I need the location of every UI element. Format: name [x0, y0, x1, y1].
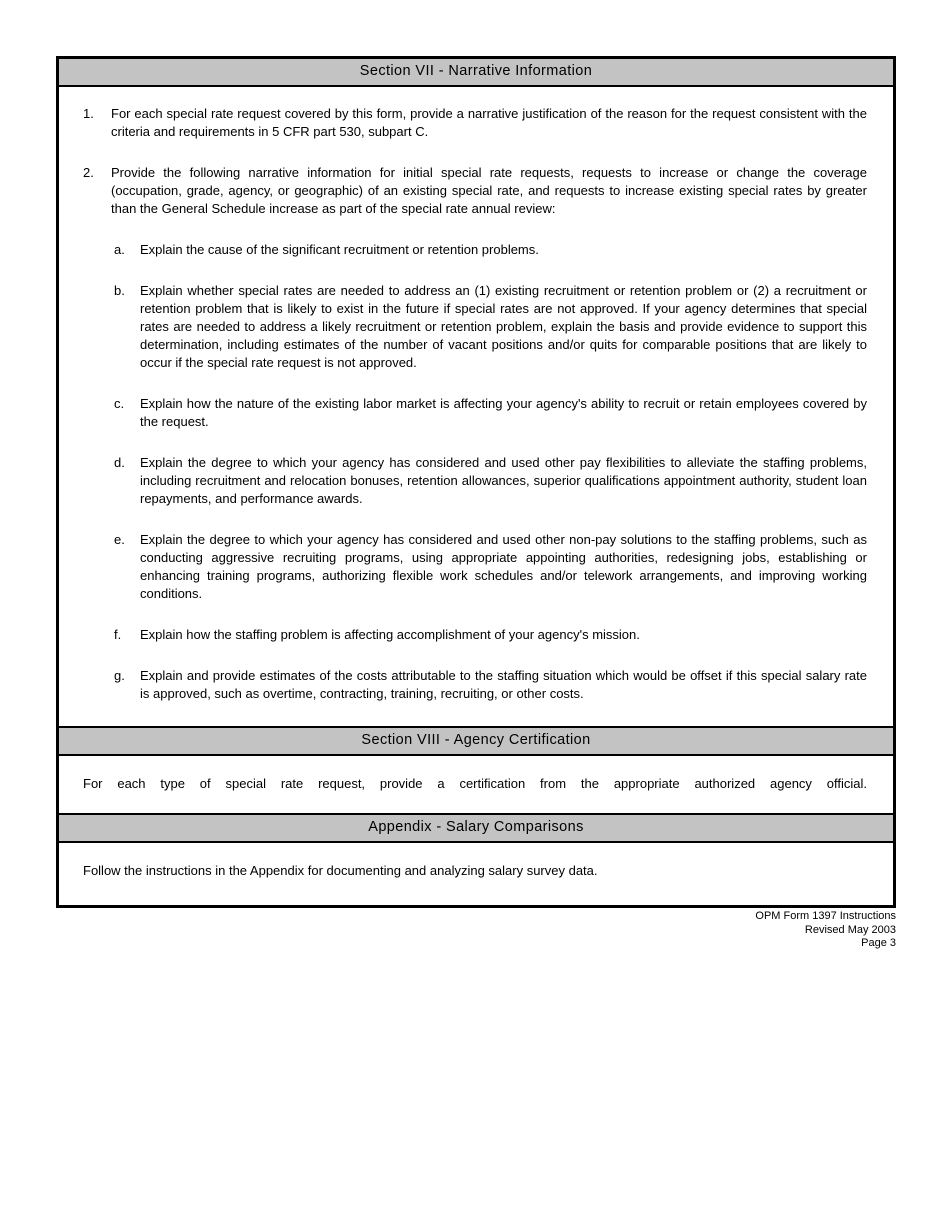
item-letter: c.: [114, 396, 125, 411]
section-viii-header-bar: [59, 726, 893, 756]
footer-page-number: Page 3: [861, 937, 896, 949]
item-text: Explain how the nature of the existing labor market is affecting your agency's ability to recruit or retain employees covered by the request.: [140, 396, 867, 429]
item-text: Explain the degree to which your agency has considered and used other non-pay solutions to the staffing problems, such as conducting aggressive recruiting programs, using appropriate appointing authorities, redesigning jobs, establishing or enhancing training programs, authorizing flexible work schedules and/or telework arrangements, and improving working conditions.: [140, 532, 867, 601]
footer-revision-date: Revised May 2003: [804, 923, 896, 936]
list-item-2: [83, 164, 867, 218]
list-item-2e: [114, 531, 867, 603]
form-instructions-box: [56, 56, 896, 908]
list-item-2g: [114, 667, 867, 703]
item-letter: b.: [114, 283, 125, 298]
appendix-body: [59, 843, 893, 905]
certification-text: For each type of special rate request, provide a certification from the appropriate authorized agency official.: [83, 776, 867, 791]
appendix-header-bar: [59, 813, 893, 843]
list-item-1: [83, 105, 867, 141]
section-viii-body: [59, 756, 893, 813]
item-text: Explain the cause of the significant recruitment or retention problems.: [140, 242, 539, 257]
section-vii-body: [59, 87, 893, 726]
item-text: Explain how the staffing problem is affecting accomplishment of your agency's mission.: [140, 627, 640, 642]
item-letter: f.: [114, 627, 122, 642]
item-letter: d.: [114, 455, 125, 470]
item-text: Explain and provide estimates of the costs attributable to the staffing situation which would be offset if this special salary rate is approved, such as overtime, contracting, training, recruiting, or other costs.: [140, 668, 867, 701]
item-letter: a.: [114, 242, 125, 257]
list-item-2d: [114, 454, 867, 508]
item-text: For each special rate request covered by this form, provide a narrative justification of the reason for the request consistent with the criteria and requirements in 5 CFR part 530, subpart C.: [111, 106, 867, 139]
item-text: Explain the degree to which your agency has considered and used other pay flexibilities to alleviate the staffing problems, including recruitment and relocation bonuses, retention allowances, superior qualifications appointment authority, student loan repayments, and performance awards.: [140, 455, 867, 506]
list-item-2a: [114, 241, 867, 259]
item-letter: e.: [114, 532, 125, 547]
item-text: Explain whether special rates are needed to address an (1) existing recruitment or retention problem or (2) a recruitment or retention problem that is likely to exist in the future if special rates are not approved. If your agency determines that special rates are needed to address a likely recruitment or retention problem, explain the basis and provide evidence to support this determination, including estimates of the number of vacant positions and/or quits for comparable positions that are likely to occur if the special rate request is not approved.: [140, 283, 867, 370]
subitem-list: [114, 241, 867, 703]
appendix-title: Appendix - Salary Comparisons: [368, 819, 584, 835]
footer-form-id: OPM Form 1397 Instructions: [755, 910, 896, 922]
list-item-2c: [114, 395, 867, 431]
section-viii-title: Section VIII - Agency Certification: [361, 732, 591, 748]
list-item-2f: [114, 626, 867, 644]
page-footer: [755, 910, 896, 951]
appendix-text: Follow the instructions in the Appendix for documenting and analyzing salary survey data.: [83, 863, 598, 878]
list-item-2b: [114, 282, 867, 372]
section-vii-header-bar: [59, 59, 893, 87]
item-letter: g.: [114, 668, 125, 683]
section-vii-title: Section VII - Narrative Information: [359, 63, 593, 79]
item-text: Provide the following narrative information for initial special rate requests, requests to increase or change the coverage (occupation, grade, agency, or geographic) of an existing special rate, and requests to increase existing special rates by greater than the General Schedule increase as part of the special rate annual review:: [111, 165, 867, 216]
item-number: 2.: [83, 165, 94, 180]
item-number: 1.: [83, 106, 94, 121]
